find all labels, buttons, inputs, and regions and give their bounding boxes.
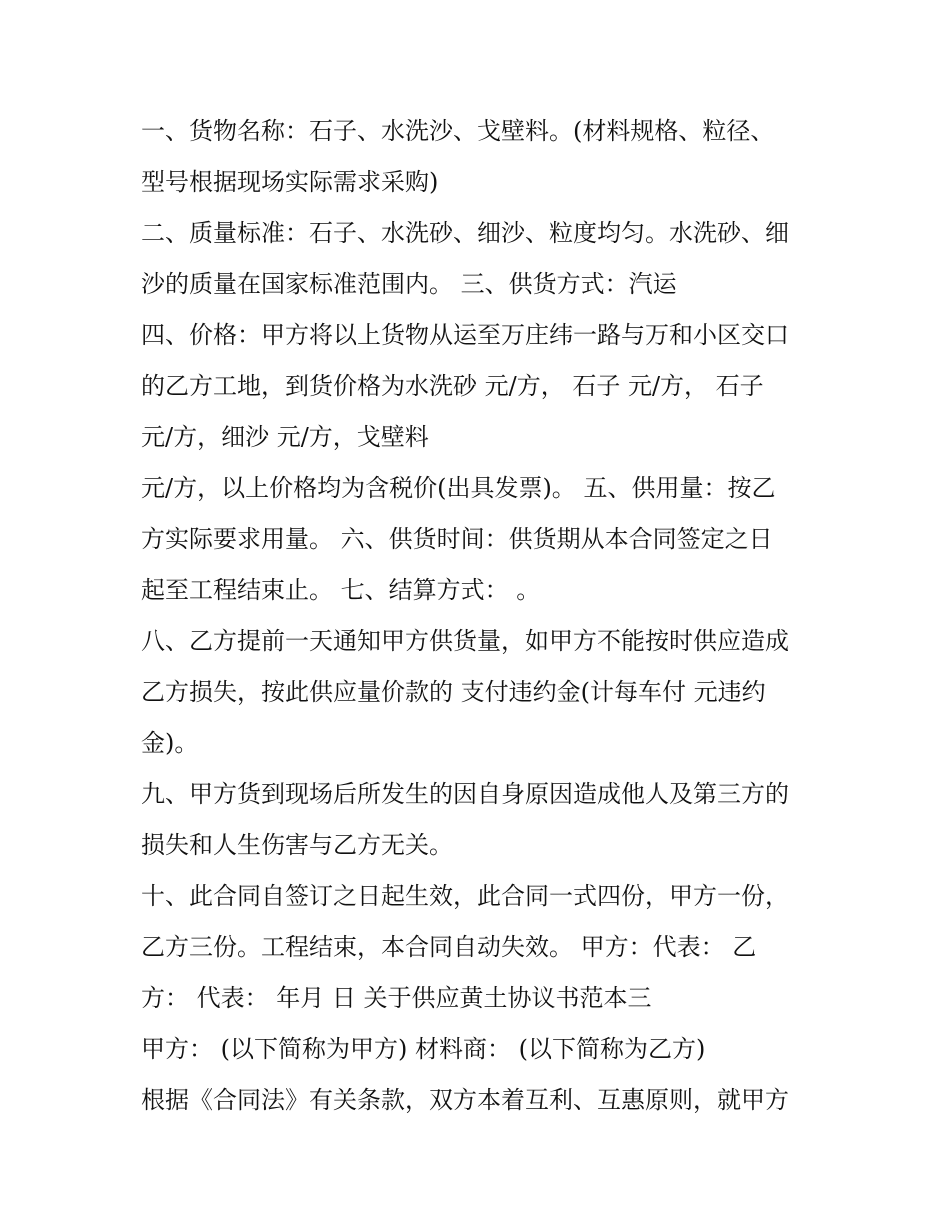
text-line: 乙方损失，按此供应量价款的 支付违约金(计每车付 元违约 (141, 678, 766, 706)
text-line: 起至工程结束止。 七、结算方式： 。 (141, 576, 541, 604)
document-body (141, 108, 821, 1128)
text-line: 损失和人生伤害与乙方无关。 (141, 831, 453, 859)
text-line: 方实际要求用量。 六、供货时间：供货期从本合同签定之日 (141, 525, 773, 553)
text-line: 四、价格：甲方将以上货物从运至万庄纬一路与万和小区交口 (141, 321, 789, 349)
text-line: 乙方三份。工程结束，本合同自动失效。 甲方：代表： 乙 (141, 933, 757, 961)
text-line: 的乙方工地，到货价格为水洗砂 元/方， 石子 元/方， 石子 (141, 372, 764, 400)
text-line: 元/方，以上价格均为含税价(出具发票)。 五、供用量：按乙 (141, 474, 776, 502)
text-line: 型号根据现场实际需求采购) (141, 168, 439, 196)
text-line: 十、此合同自签订之日起生效，此合同一式四份，甲方一份， (141, 882, 789, 910)
text-line: 金)。 (141, 729, 199, 757)
text-line: 八、乙方提前一天通知甲方供货量，如甲方不能按时供应造成 (141, 627, 789, 655)
text-line: 根据《合同法》有关条款，双方本着互利、互惠原则，就甲方 (141, 1086, 789, 1114)
text-line: 方： 代表： 年月 日 关于供应黄土协议书范本三 (141, 984, 652, 1012)
text-line: 元/方，细沙 元/方，戈壁料 (141, 423, 429, 451)
text-line: 一、货物名称：石子、水洗沙、戈壁料。(材料规格、粒径、 (141, 117, 775, 145)
text-line: 二、质量标准：石子、水洗砂、细沙、粒度均匀。水洗砂、细 (141, 219, 789, 247)
text-line: 沙的质量在国家标准范围内。 三、供货方式：汽运 (141, 270, 677, 298)
text-line: 九、甲方货到现场后所发生的因自身原因造成他人及第三方的 (141, 780, 789, 808)
text-line: 甲方： (以下简称为甲方) 材料商： (以下简称为乙方) (141, 1035, 706, 1063)
